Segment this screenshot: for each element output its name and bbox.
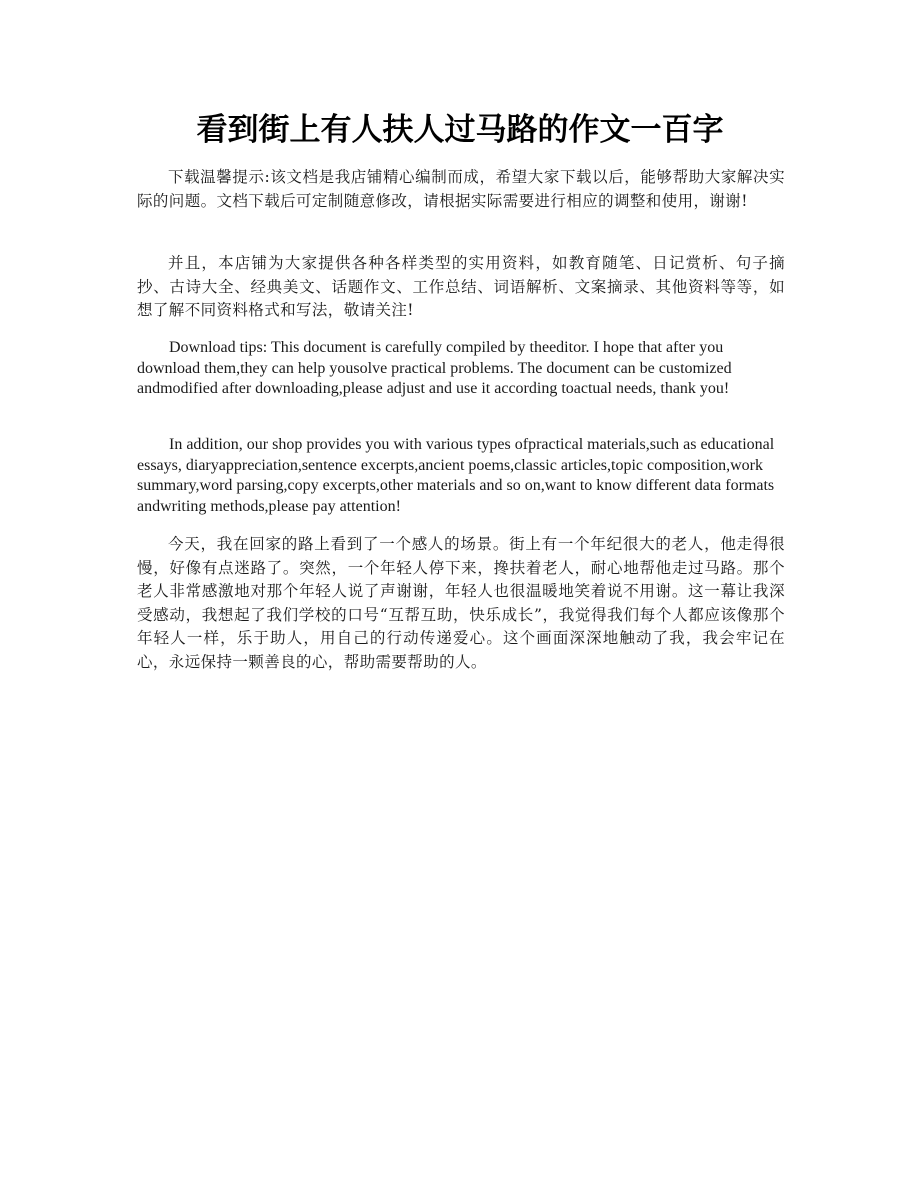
- download-tip-english-paragraph: Download tips: This document is carefully compiled by theeditor. I hope that after you download them,they can help yousolve practical problems. The document can be customized andmodified after downloading,please adjust and use it according toactual needs, thank you!: [137, 339, 732, 397]
- document-title: 看到街上有人扶人过马路的作文一百字: [196, 112, 724, 148]
- essay-paragraph: 今天，我在回家的路上看到了一个感人的场景。街上有一个年纪很大的老人，他走得很慢，好像有点迷路了。突然，一个年轻人停下来，搀扶着老人，耐心地帮他走过马路。那个老人非常感激地对那个年轻人说了声谢谢，年轻人也很温暖地笑着说不用谢。这一幕让我深受感动，我想起了我们学校的口号“互帮互助，快乐成长”，我觉得我们每个人都应该像那个年轻人一样，乐于助人，用自己的行动传递爱心。这个画面深深地触动了我，我会牢记在心，永远保持一颗善良的心，帮助需要帮助的人。: [137, 535, 785, 671]
- shop-intro-chinese-paragraph: 并且，本店铺为大家提供各种各样类型的实用资料，如教育随笔、日记赏析、句子摘抄、古诗大全、经典美文、话题作文、工作总结、词语解析、文案摘录、其他资料等等，如想了解不同资料格式和写法，敬请关注!: [137, 254, 785, 319]
- shop-intro-english-paragraph: In addition, our shop provides you with various types ofpractical materials,such as educational essays, diaryappreciation,sentence excerpts,ancient poems,classic articles,topic composition,work summary,word parsing,copy excerpts,other materials and so on,want to know different data formats andwriting methods,please pay attention!: [137, 436, 775, 515]
- download-tip-chinese-paragraph: 下载温馨提示:该文档是我店铺精心编制而成，希望大家下载以后，能够帮助大家解决实际的问题。文档下载后可定制随意修改，请根据实际需要进行相应的调整和使用，谢谢!: [137, 168, 785, 210]
